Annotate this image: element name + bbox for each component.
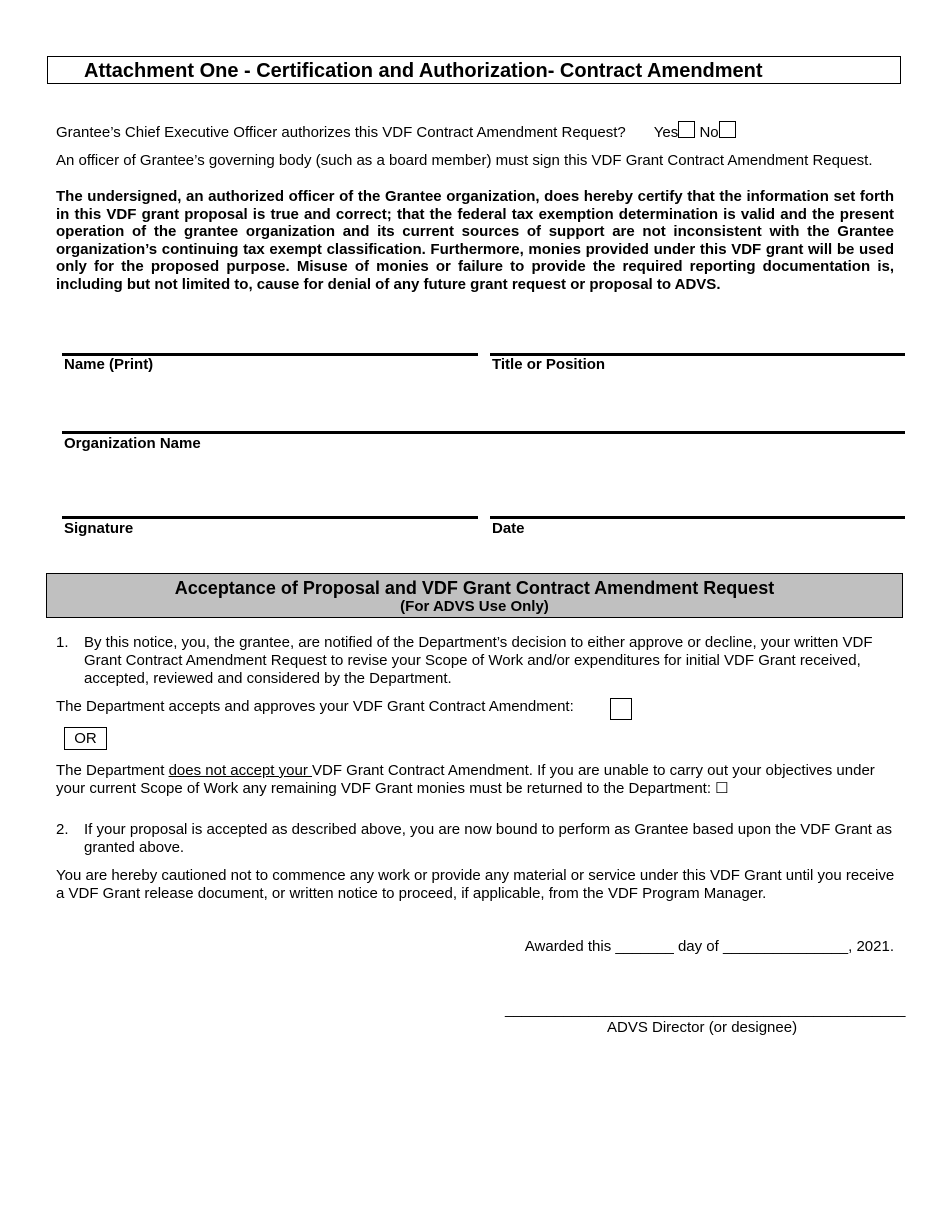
decline-rest: VDF Grant Contract Amendment. If you are unable to carry out your objectives under your current Scope of Work any remaining VDF Grant monies must be returned to the Department: ☐ — [56, 762, 875, 797]
date-line — [490, 516, 905, 519]
director-signature-line: ________________________________________________ — [505, 1001, 906, 1018]
accepts-text: The Department accepts and approves your VDF Grant Contract Amendment: — [56, 698, 574, 715]
signature-line — [62, 516, 478, 519]
yes-label: Yes — [653, 124, 679, 141]
date-label: Date — [492, 520, 525, 537]
officer-note: An officer of Grantee’s governing body (such as a board member) must sign this VDF Grant Contract Amendment Request. — [56, 152, 873, 169]
page-title: Attachment One - Certification and Authorization- Contract Amendment — [84, 60, 763, 82]
decline-text — [56, 762, 896, 798]
director-label: ADVS Director (or designee) — [607, 1019, 798, 1036]
decline-prefix: The Department — [56, 762, 169, 779]
organization-name-label: Organization Name — [64, 435, 201, 452]
name-print-label: Name (Print) — [64, 356, 154, 373]
certification-text: The undersigned, an authorized officer of the Grantee organization, does hereby certify that the information set forth in this VDF grant proposal is true and correct; that the federal tax exemption determination is valid and the present operation of the grantee organization and its current sources of support are not inconsistent with the Grantee organization’s continuing tax exempt classification. Furthermore, monies provided under this VDF grant will be used only for the proposed purpose. Misuse of monies or failure to provide the required reporting documentation is, including but not limited to, cause for denial of any future grant request or proposal to ADVS. — [56, 188, 894, 293]
decline-underlined: does not accept your — [168, 762, 312, 779]
organization-line — [62, 431, 905, 434]
no-checkbox[interactable] — [719, 121, 736, 138]
signature-label: Signature — [64, 520, 134, 537]
list-item — [0, 634, 950, 694]
acceptance-subtitle: (For ADVS Use Only) — [400, 598, 549, 615]
accepts-row — [56, 698, 574, 716]
authorization-question-row — [56, 121, 736, 142]
list-item — [0, 821, 950, 861]
accept-checkbox[interactable] — [610, 698, 632, 720]
or-label: OR — [64, 727, 107, 750]
authorization-question: Grantee’s Chief Executive Officer authorizes this VDF Contract Amendment Request? — [56, 124, 626, 141]
awarded-line: Awarded this _______ day of _______________, 2021. — [524, 938, 894, 955]
no-label: No — [699, 124, 719, 141]
item1-number: 1. — [56, 634, 69, 651]
item2-number: 2. — [56, 821, 69, 838]
acceptance-header — [46, 573, 903, 618]
item2-text: If your proposal is accepted as described above, you are now bound to perform as Grantee based upon the VDF Grant as granted above. — [84, 821, 892, 856]
acceptance-title: Acceptance of Proposal and VDF Grant Contract Amendment Request — [174, 578, 775, 598]
yes-checkbox[interactable] — [678, 121, 695, 138]
caution-text: You are hereby cautioned not to commence any work or provide any material or service under this VDF Grant until you receive a VDF Grant release document, or written notice to proceed, if applicable, from the VDF Program Manager. — [56, 867, 895, 902]
title-position-label: Title or Position — [492, 356, 606, 373]
item1-text: By this notice, you, the grantee, are notified of the Department’s decision to either approve or decline, your written VDF Grant Contract Amendment Request to revise your Scope of Work and/or expenditures for initial VDF Grant received, accepted, reviewed and considered by the Department. — [84, 634, 873, 687]
